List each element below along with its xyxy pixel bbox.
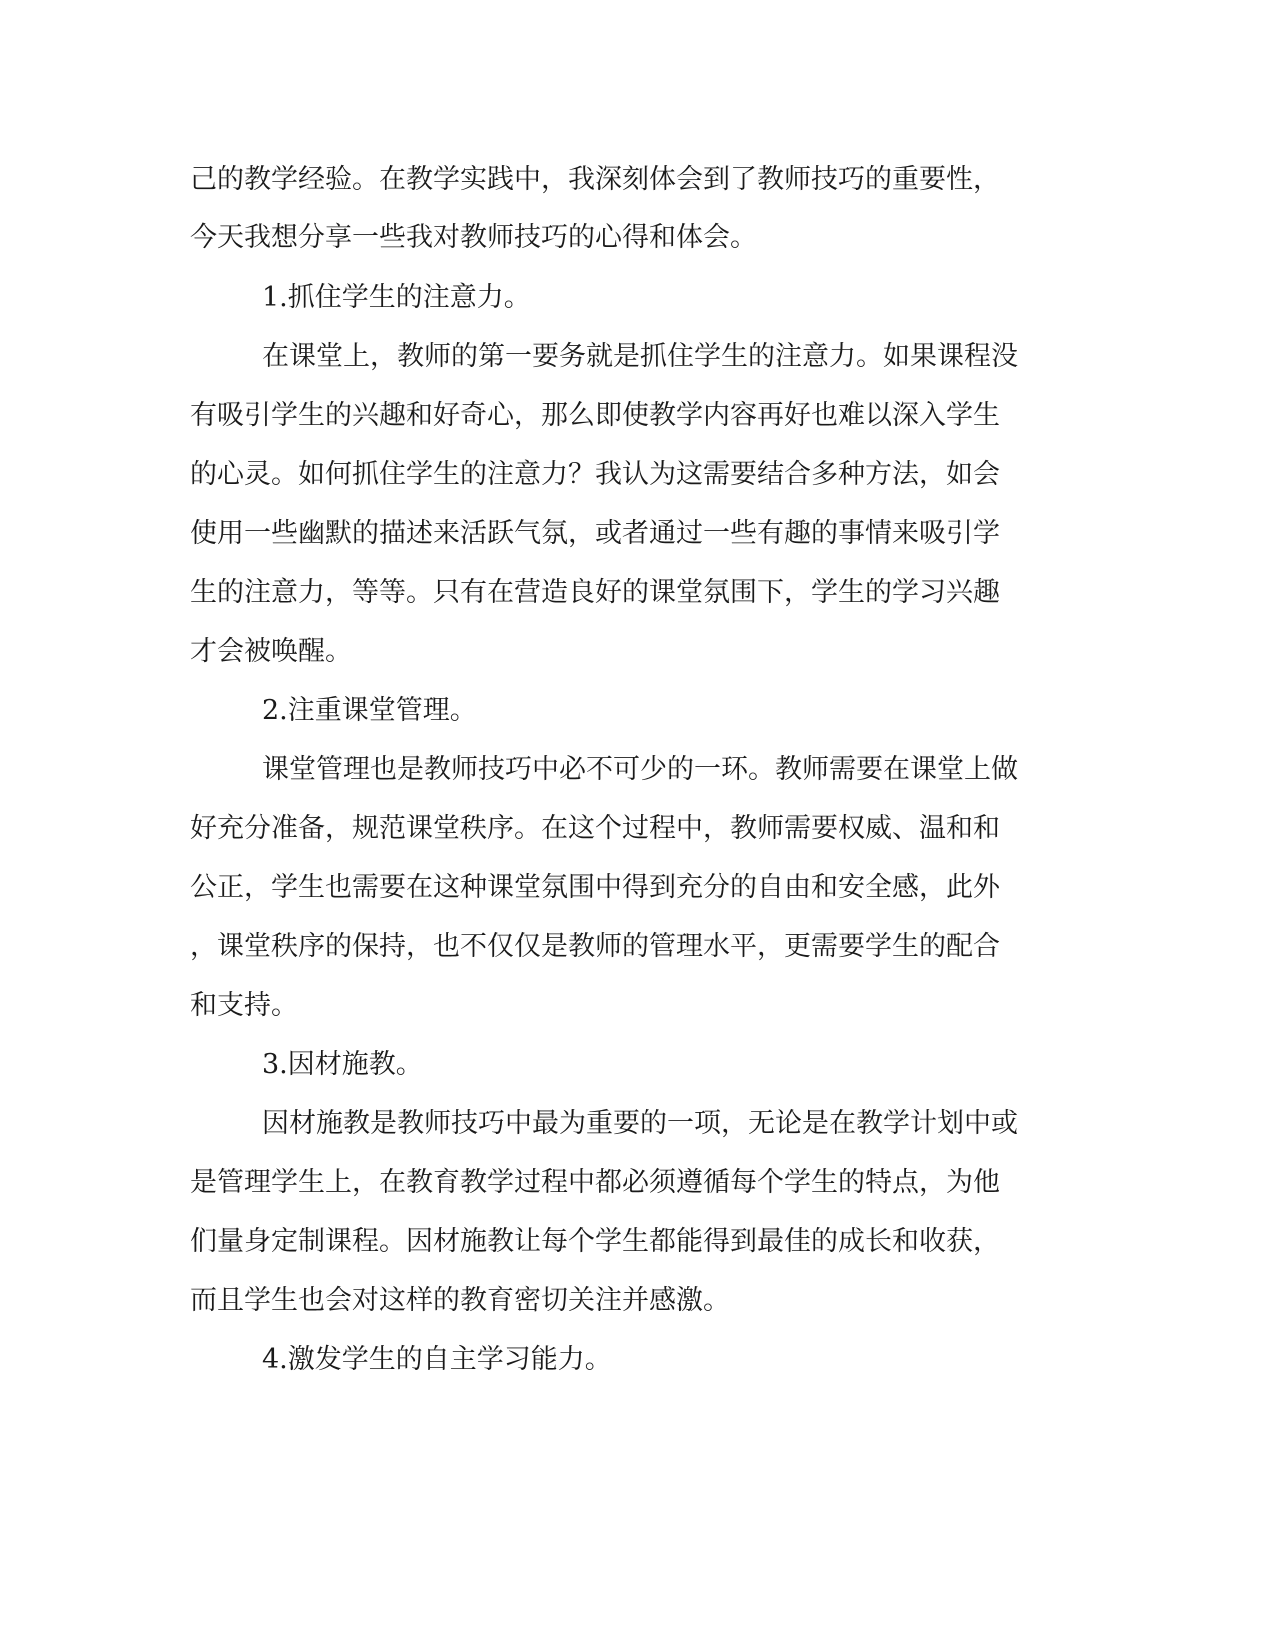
paragraph-line: 们量身定制课程。因材施教让每个学生都能得到最佳的成长和收获，	[190, 1226, 1000, 1257]
paragraph-line: 是管理学生上，在教育教学过程中都必须遵循每个学生的特点，为他	[190, 1167, 1000, 1198]
section-heading-1: 1.抓住学生的注意力。	[262, 282, 531, 313]
section-heading-4: 4.激发学生的自主学习能力。	[262, 1344, 612, 1375]
section-heading-3: 3.因材施教。	[262, 1049, 423, 1080]
paragraph-line: 才会被唤醒。	[190, 636, 352, 667]
paragraph-line: 生的注意力，等等。只有在营造良好的课堂氛围下，学生的学习兴趣	[190, 577, 1000, 608]
section-heading-2: 2.注重课堂管理。	[262, 695, 477, 726]
paragraph-line: 的心灵。如何抓住学生的注意力？我认为这需要结合多种方法，如会	[190, 459, 1000, 490]
paragraph-line: 有吸引学生的兴趣和好奇心，那么即使教学内容再好也难以深入学生	[190, 400, 1000, 431]
paragraph-line: 使用一些幽默的描述来活跃气氛，或者通过一些有趣的事情来吸引学	[190, 518, 1000, 549]
paragraph-line: 己的教学经验。在教学实践中，我深刻体会到了教师技巧的重要性，	[190, 164, 1000, 195]
paragraph-line: 而且学生也会对这样的教育密切关注并感激。	[190, 1285, 730, 1316]
paragraph-line: 今天我想分享一些我对教师技巧的心得和体会。	[190, 222, 757, 253]
paragraph-line: ，课堂秩序的保持，也不仅仅是教师的管理水平，更需要学生的配合	[190, 931, 1000, 962]
paragraph-line: 在课堂上，教师的第一要务就是抓住学生的注意力。如果课程没	[262, 341, 1018, 372]
paragraph-line: 公正，学生也需要在这种课堂氛围中得到充分的自由和安全感，此外	[190, 872, 1000, 903]
paragraph-line: 好充分准备，规范课堂秩序。在这个过程中，教师需要权威、温和和	[190, 813, 1000, 844]
paragraph-line: 因材施教是教师技巧中最为重要的一项，无论是在教学计划中或	[262, 1108, 1018, 1139]
paragraph-line: 和支持。	[190, 990, 298, 1021]
paragraph-line: 课堂管理也是教师技巧中必不可少的一环。教师需要在课堂上做	[262, 754, 1018, 785]
